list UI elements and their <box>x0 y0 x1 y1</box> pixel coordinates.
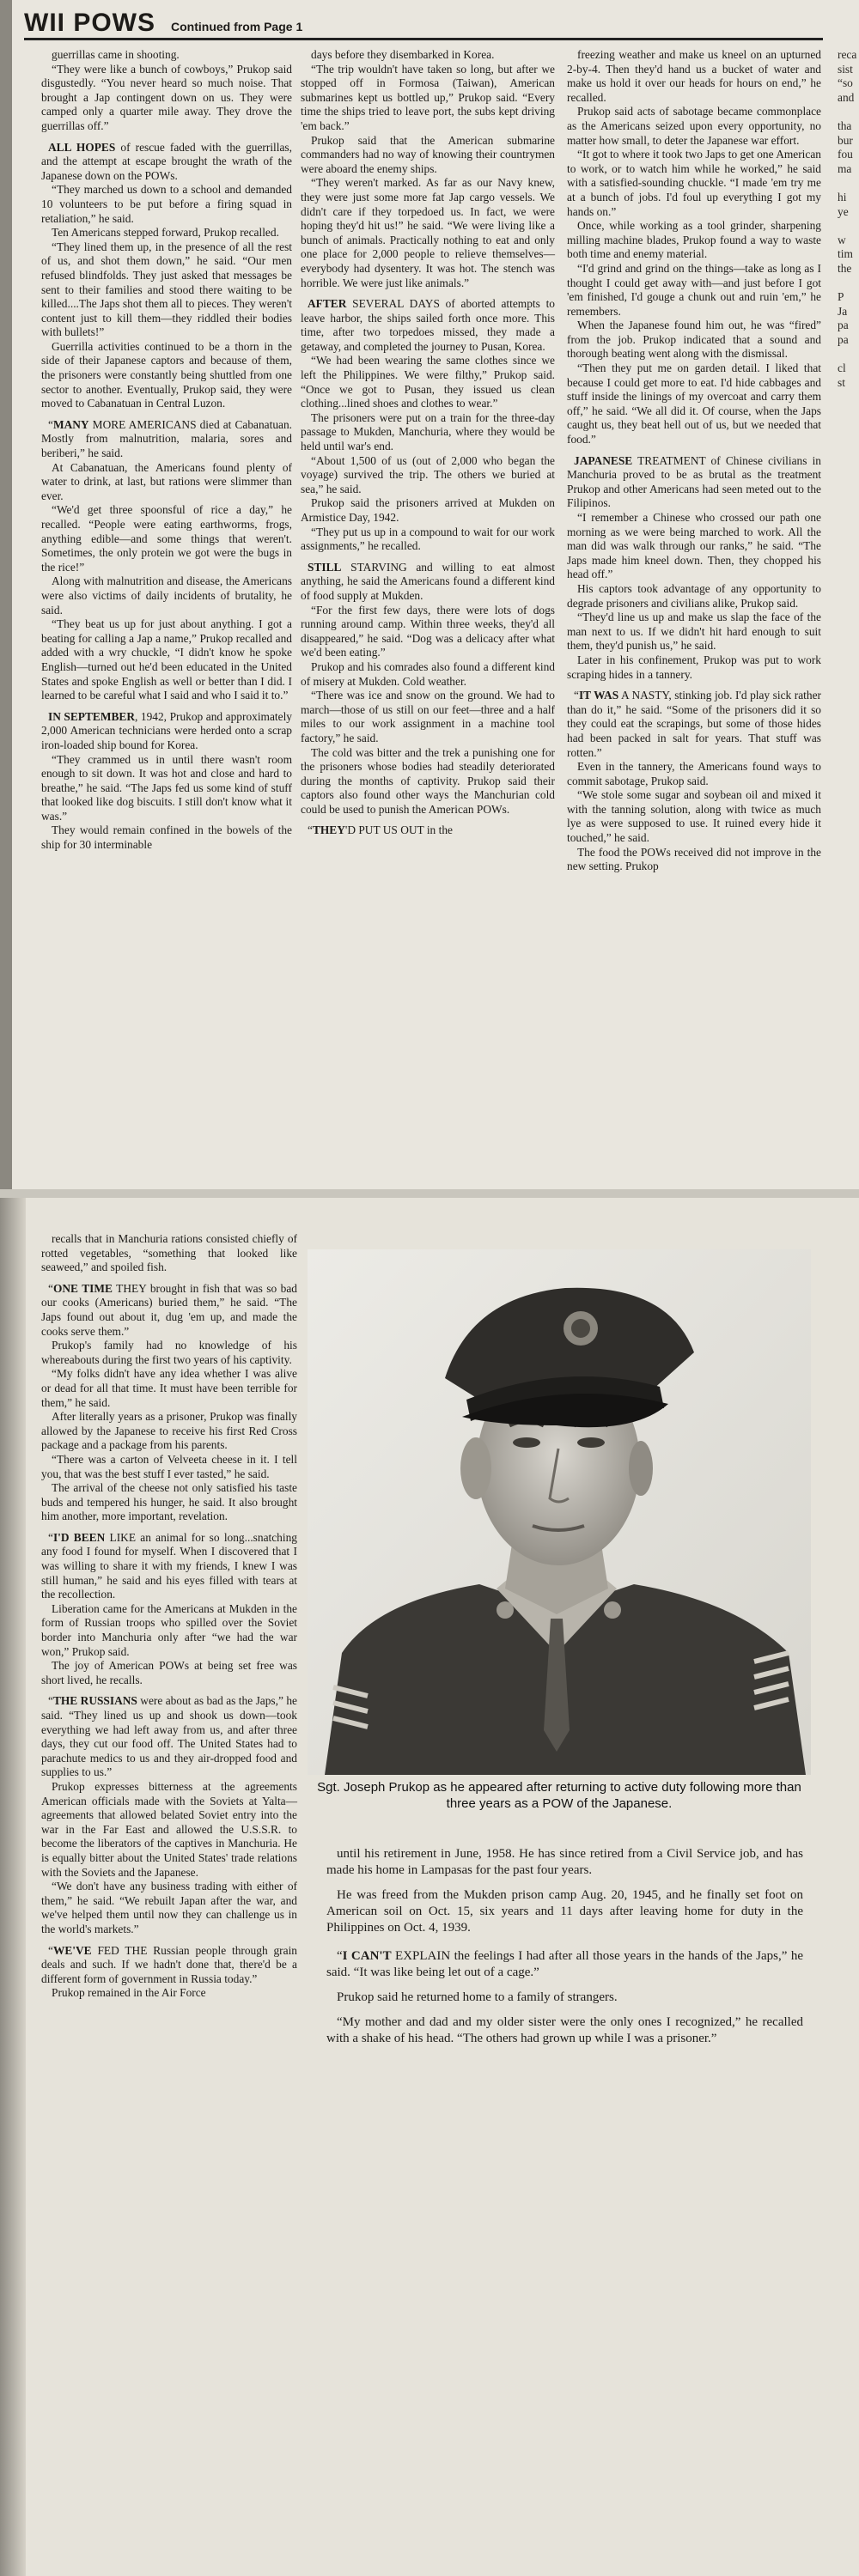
paragraph: “I'd grind and grind on the things—take as long as I thought I could get away with—and just before I got 'em finished, I'd gouge a chunk out and ruin 'em,” he remembers. <box>567 261 821 318</box>
article-column-1 <box>41 48 292 853</box>
paragraph: “They put us up in a compound to wait for our work assignments,” he recalled. <box>301 525 555 553</box>
paragraph: Prukop said the prisoners arrived at Mukden on Armistice Day, 1942. <box>301 496 555 524</box>
paragraph: After literally years as a prisoner, Prukop was finally allowed by the Japanese to receive his first Red Cross package and a package from his parents. <box>41 1410 297 1452</box>
cropped-line: “so <box>838 76 853 90</box>
cropped-line: pa <box>838 332 849 346</box>
paragraph: “They'd line us up and make us slap the face of the man next to us. If we didn't hit hard enough to suit them, they'd punish us,” he said. <box>567 611 821 653</box>
cropped-line <box>838 404 859 419</box>
cropped-line: pa <box>838 319 849 332</box>
paragraph: “There was ice and snow on the ground. We had to march—those of us still on our feet—three and a half miles to our work assignment in a machine tool factory,” he said. <box>301 689 555 744</box>
paragraph: “WE'VE FED THE Russian people through grain deals and such. If we hadn't done that, there'd be a different form of government in Russia today.” <box>41 1943 297 1985</box>
cropped-line <box>838 433 859 447</box>
cropped-line: bur <box>838 133 853 147</box>
article-header <box>24 3 823 40</box>
paragraph: His captors took advantage of any opportunity to degrade prisoners and civilians alike, Prukop said. <box>567 581 821 610</box>
paragraph: “We'd get three spoonsful of rice a day,” he recalled. “People were eating earthworms, frogs, anything edible—and some things that weren't. Sometimes, the only protein we got were the bugs in the rice!” <box>41 503 292 574</box>
paragraph: freezing weather and make us kneel on an upturned 2-by-4. Then they'd hand us a bucket of water and make us hold it over our heads for hours on end,” he recalled. <box>567 48 821 104</box>
paragraph: days before they disembarked in Korea. <box>311 48 495 61</box>
cropped-line: P <box>838 290 844 304</box>
paragraph: “I remember a Chinese who crossed our path one morning as we were being marched to work. All the man did was walk through our ranks,” he said. “The Japs made him kneel down. Then, they chopped his head off.” <box>567 511 821 581</box>
cropped-line <box>838 489 859 504</box>
paragraph: “They weren't marked. As far as our Navy knew, they were just some more fat Jap cargo vessels. We didn't care if they torpedoed us. In fact, we were hoping they'd hit us!” he said. “We were living like a bunch of animals. Practically nothing to eat and only one place for 2,000 people to relieve themselves—everybody had dysentery. It was hot. The stench was horrible. We were just like animals.” <box>301 176 555 289</box>
paragraph: Prukop remained in the Air Force <box>52 1986 206 2000</box>
paragraph: guerrillas came in shooting. <box>52 48 180 61</box>
soldier-portrait-image <box>308 1249 811 1775</box>
paragraph: “We don't have any business trading with either of them,” he said. “We rebuilt Japan after the war, and we've helped them until now they can challenge us in the world's markets.” <box>41 1880 297 1935</box>
paragraph: “They lined them up, in the presence of all the rest of us, and shot them down,” he said. “Our men refused blindfolds. They just asked that messages be sent to their families and stood there waiting to be killed....The Japs shot them all to pieces. They weren't content just to kill them—they riddled their bodies with bullets!” <box>41 240 292 339</box>
paragraph: The prisoners were put on a train for the three-day passage to Mukden, Manchuria, where they would be held until war's end. <box>301 410 555 453</box>
cropped-line <box>838 447 859 462</box>
paragraph: When the Japanese found him out, he was “fired” from the job. Prukop indicated that a sound and thorough beating went along with the dismissal. <box>567 319 821 361</box>
cropped-line: reca <box>838 48 857 61</box>
article-clipping-top <box>0 0 859 1189</box>
paragraph: The food the POWs received did not improve in the new setting. Prukop <box>567 845 821 873</box>
paragraph: “I CAN'T EXPLAIN the feelings I had after all those years in the hands of the Japs,” he said. “It was like being let out of a cage.” <box>326 1949 803 1979</box>
cropped-line <box>838 219 859 234</box>
paragraph: The arrival of the cheese not only satisfied his taste buds and tempered his hunger, he said. It also brought him another, more important, revelation. <box>41 1481 297 1523</box>
paragraph: IN SEPTEMBER, 1942, Prukop and approximately 2,000 American technicians were herded onto a scrap iron-loaded ship bound for Korea. <box>41 709 292 751</box>
article-column-3 <box>567 48 821 874</box>
paragraph: Once, while working as a tool grinder, sharpening milling machine blades, Prukop found a way to waste both time and enemy material. <box>567 219 821 261</box>
clipping-edge-left <box>0 1198 26 2576</box>
paragraph: He was freed from the Mukden prison camp Aug. 20, 1945, and he finally set foot on American soil on Oct. 15, six years and 11 days after leaving home for duty in the Philippines on Oct. 4, 1939. <box>326 1888 803 1935</box>
cropped-line: tim <box>838 247 853 261</box>
paragraph: Prukop said that the American submarine commanders had no way of knowing their countrymen were aboard the enemy ships. <box>301 133 555 175</box>
paragraph: Prukop expresses bitterness at the agreements American officials made with the Soviets at Yalta—agreements that allowed belated Soviet entry into the war in the Far East and allowed the U.S.S.R. to become the liberators of the captives in Manchuria. He is equally bitter about the United States' trade relations with the Soviets and the Japanese. <box>41 1779 297 1879</box>
paragraph: “IT WAS A NASTY, stinking job. I'd play sick rather than do it,” he said. “Some of the prisoners did it so they could eat the scrapings, but some of those hides had been packed in salt for years. That stuff was rotten.” <box>567 689 821 759</box>
paragraph: “ONE TIME THEY brought in fish that was so bad our cooks (Americans) buried them,” he said. “The Japs found out about it, dug 'em up, and made the cooks serve them.” <box>41 1281 297 1338</box>
cropped-line: cl <box>838 361 846 375</box>
paragraph: The cold was bitter and the trek a punishing one for the prisoners whose bodies had steadily deteriorated during the months of captivity. Prukop said their captors also found other ways the Manchurian cold could be used to punish the American POWs. <box>301 745 555 816</box>
header-continued: Continued from Page 1 <box>171 20 303 33</box>
paragraph: “THEY'D PUT US OUT in the <box>308 823 453 837</box>
cropped-line: sist <box>838 62 853 76</box>
paragraph: Even in the tannery, the Americans found ways to commit sabotage, Prukop said. <box>567 760 821 787</box>
paragraph: “About 1,500 of us (out of 2,000 who began the voyage) survived the trip. The others we buried at sea,” he said. <box>301 453 555 495</box>
paragraph: They would remain confined in the bowels of the ship for 30 interminable <box>41 823 292 852</box>
cropped-line: and <box>838 90 855 104</box>
paragraph: “They crammed us in until there wasn't room enough to sit down. It was hot and close and hard to breathe,” he said. “The Japs fed us some kind of stuff that looked like dog biscuits. I still don't know what it was.” <box>41 752 292 823</box>
cropped-line <box>838 276 859 291</box>
article-column-bottom-2 <box>326 1846 803 2056</box>
paragraph: Ten Americans stepped forward, Prukop recalled. <box>52 226 279 240</box>
photo-caption: Sgt. Joseph Prukop as he appeared after returning to active duty following more than three years as a POW of the Japanese. <box>317 1780 801 1811</box>
portrait-photo <box>308 1249 811 1775</box>
paragraph: recalls that in Manchuria rations consisted chiefly of rotted vegetables, “something that looked like seaweed,” and spoiled fish. <box>41 1232 297 1274</box>
paragraph: “They were like a bunch of cowboys,” Prukop said disgustedly. “You never heard so much noise. That brought a Jap contingent down on us. They were camped only a quarter mile away. They drove the guerrillas off.” <box>41 62 292 132</box>
cropped-line: Ja <box>838 304 848 318</box>
paragraph: ALL HOPES of rescue faded with the guerrillas, and the attempt at escape brought the wrath of the Japanese down on the POWs. <box>41 140 292 182</box>
cropped-line <box>838 504 859 519</box>
cropped-line: st <box>838 375 845 389</box>
paragraph: “The trip wouldn't have taken so long, but after we stopped off in Formosa (Taiwan), American submarines kept us bottled up,” Prukop said. “Every time the ships tried to leave port, the subs kept driving 'em back.” <box>301 62 555 132</box>
article-clipping-bottom <box>0 1198 859 2576</box>
cropped-line: ma <box>838 161 852 175</box>
cropped-line: tha <box>838 118 852 132</box>
paragraph: “MANY MORE AMERICANS died at Cabanatuan. Mostly from malnutrition, malaria, sores and beriberi,” he said. <box>41 417 292 460</box>
paragraph: Prukop said acts of sabotage became commonplace as the Americans seized upon every opportunity, no matter how small, to deter the Japanese war effort. <box>567 105 821 147</box>
cropped-line <box>838 476 859 490</box>
paragraph: JAPANESE TREATMENT of Chinese civilians in Manchuria proved to be as brutal as the treatment Prukop and other Americans had seen meted out to the Filipinos. <box>567 453 821 510</box>
paragraph: “They beat us up for just about anything. I got a beating for calling a Jap a name,” Prukop recalled and added with a wry chuckle, “I didn't know he spoke English—turned out he'd been educated in the United States and spoke English as well or better than I did. I learned to be careful what I said and who I said it to.” <box>41 617 292 702</box>
paragraph: “We had been wearing the same clothes since we left the Philippines. We were filthy,” Prukop said. “Once we got to Pusan, they issued us clean clothing...lined shoes and clothes to wear.” <box>301 354 555 410</box>
paragraph: Prukop's family had no knowledge of his whereabouts during the first two years of his captivity. <box>41 1339 297 1366</box>
paragraph: “THE RUSSIANS were about as bad as the Japs,” he said. “They lined us up and shook us down—took everything we had left away from us, and after three days, they cut our food off. The United States had to parachute medics to us and they air-dropped food and supplies to us.” <box>41 1694 297 1779</box>
header-kicker: WII POWS <box>24 9 155 37</box>
paragraph: Prukop and his comrades also found a different kind of misery at Mukden. Cold weather. <box>301 659 555 688</box>
paragraph: Along with malnutrition and disease, the Americans were also victims of daily incidents of brutality, he said. <box>41 574 292 617</box>
paragraph: “Then they put me on garden detail. I liked that because I could get more to eat. I'd hide cabbages and stuff inside the linings of my overcoat and carry them off,” he said. “We all did it. Of course, when the Japs caught us, they beat hell out of us, but we needed that food.” <box>567 361 821 447</box>
cropped-line <box>838 390 859 404</box>
cropped-line <box>838 347 859 361</box>
article-column-2 <box>301 48 555 838</box>
paragraph: “I'D BEEN LIKE an animal for so long...snatching any food I found for myself. When I discovered that I was willing to share it with my friends, I knew I was still human,” he said and his eyes filled with tears at the recollection. <box>41 1530 297 1601</box>
cropped-line <box>838 461 859 476</box>
paragraph: “For the first few days, there were lots of dogs running around camp. Within three weeks, they'd all disappeared,” he said. “Dog was a delicacy after what we'd been eating.” <box>301 603 555 659</box>
cropped-line: ye <box>838 204 849 218</box>
cropped-line <box>838 418 859 433</box>
paragraph: Later in his confinement, Prukop was put to work scraping hides in a tannery. <box>567 653 821 681</box>
paragraph: “My folks didn't have any idea whether I was alive or dead for all that time. It must have been terrible for them,” he said. <box>41 1367 297 1409</box>
paragraph: AFTER SEVERAL DAYS of aborted attempts to leave harbor, the ships sailed forth once more. This time, after two torpedoes missed, they made a getaway, and completed the journey to Pusan, Korea. <box>301 297 555 353</box>
paragraph: Liberation came for the Americans at Mukden in the form of Russian troops who spilled over the Soviet border into Manchuria only after “we had the war won,” Prukop said. <box>41 1601 297 1658</box>
paragraph: “We stole some sugar and soybean oil and mixed it with the tanning solution, along with twice as much lye as were supposed to use. It ruined every hide it touched,” he said. <box>567 788 821 845</box>
cropped-column-4 <box>838 48 859 519</box>
cropped-line <box>838 105 859 119</box>
paragraph: until his retirement in June, 1958. He has since retired from a Civil Service job, and has made his home in Lampasas for the past four years. <box>326 1847 803 1877</box>
cropped-line: w <box>838 233 846 246</box>
paragraph: “There was a carton of Velveeta cheese in it. I tell you, that was the best stuff I ever tasted,” he said. <box>41 1452 297 1480</box>
article-column-bottom-1 <box>41 1232 297 2001</box>
paragraph: The joy of American POWs at being set free was short lived, he recalls. <box>41 1659 297 1686</box>
paragraph: Guerrilla activities continued to be a thorn in the side of their Japanese captors and because of them, the prisoners were constantly being shuttled from one sector to another. Eventually, Prukop said, they were moved to Cabanatuan in Central Luzon. <box>41 339 292 410</box>
cropped-line: hi <box>838 190 847 204</box>
paragraph: “It got to where it took two Japs to get one American to work, or to watch him while he worked,” he said with a satisfied-sounding chuckle. “I made 'em try me at a bunch of jobs. I'd foul up everything I got my hands on.” <box>567 148 821 218</box>
paragraph: “My mother and dad and my older sister were the only ones I recognized,” he recalled with a shake of his head. “The others had grown up while I was a prisoner.” <box>326 2015 803 2045</box>
cropped-line: the <box>838 261 852 275</box>
clipping-edge <box>0 0 12 1189</box>
paragraph: At Cabanatuan, the Americans found plenty of water to drink, at last, but rations were slimmer than ever. <box>41 460 292 502</box>
paragraph: STILL STARVING and willing to eat almost anything, he said the Americans found a different kind of food supply at Mukden. <box>301 560 555 602</box>
paragraph: Prukop said he returned home to a family of strangers. <box>337 1990 618 2004</box>
cropped-line: fou <box>838 148 853 161</box>
paragraph: “They marched us down to a school and demanded 10 volunteers to be put before a firing squad in retaliation,” he said. <box>41 183 292 225</box>
cropped-line <box>838 176 859 191</box>
